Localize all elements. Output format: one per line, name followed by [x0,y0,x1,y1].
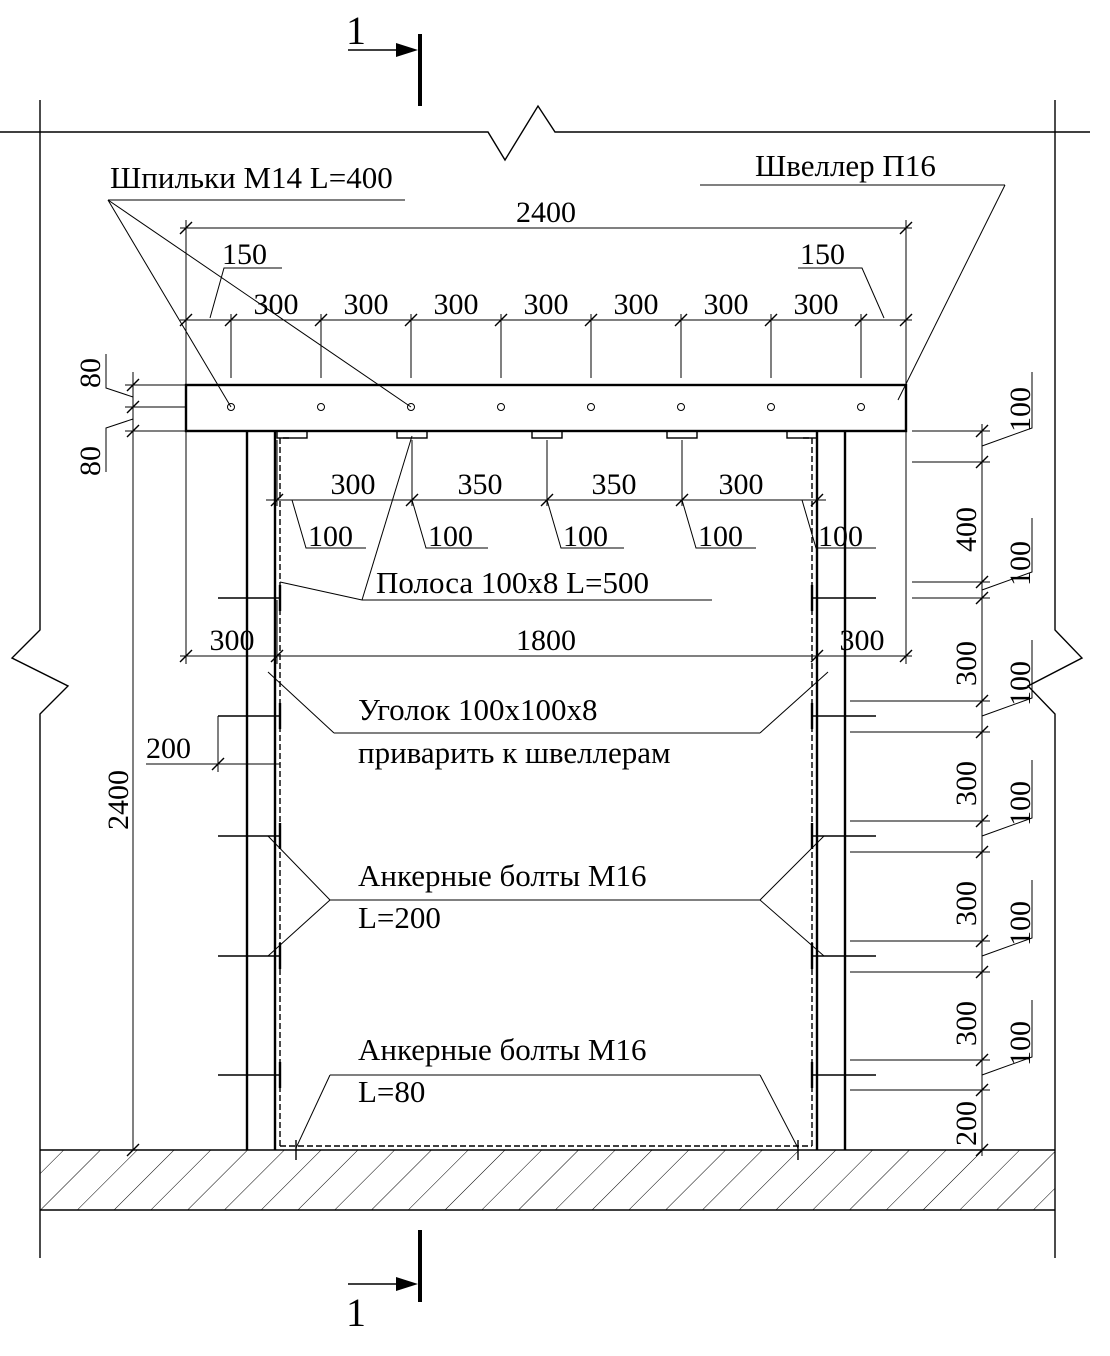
label-angle-line1: Уголок 100х100х8 [358,692,598,727]
channel-beam [186,385,906,431]
label-angle [268,672,828,770]
dim-stud-7: 300 [793,288,839,321]
dim-strip-spacing-2: 350 [457,468,503,501]
label-studs-text: Шпильки М14 L=400 [110,160,393,195]
label-anchors-200-line2: L=200 [358,900,441,935]
wall-outline [0,100,1090,1258]
label-angle-line2: приварить к швеллерам [358,735,671,770]
section-mark-top-label: 1 [346,8,366,53]
dim-right-7: 100 [1004,781,1037,826]
dim-strip-width-4: 100 [698,520,743,553]
dim-right-2: 400 [950,507,983,552]
dim-channel-height-top: 80 [74,358,107,388]
dim-middle-left: 300 [209,624,255,657]
label-channel-text: Швеллер П16 [755,148,936,183]
dim-stud-5: 300 [613,288,659,321]
dim-right-10: 300 [950,1001,983,1046]
dim-stud-4: 300 [523,288,569,321]
dim-left-offset-value: 200 [146,732,191,765]
stud-holes [228,404,865,411]
section-mark-bottom [346,1230,420,1335]
dim-strip-spacing-1: 300 [330,468,376,501]
dim-right-5: 100 [1004,661,1037,706]
dim-left-height [102,770,186,1156]
label-strip-text: Полоса 100х8 L=500 [376,565,650,600]
dim-stud-chain [180,238,912,378]
dim-strip-width-1: 100 [308,520,353,553]
dim-strip-spacing-3: 350 [591,468,637,501]
dim-end-left: 150 [222,238,267,271]
dim-right-8: 300 [950,881,983,926]
dim-stud-3: 300 [433,288,479,321]
dim-right-1: 100 [1004,387,1037,432]
label-anchors-80-line1: Анкерные болты М16 [358,1032,647,1067]
dim-middle-center: 1800 [516,624,576,657]
dim-channel-height-bottom: 80 [74,446,107,476]
dim-stud-1: 300 [253,288,299,321]
dim-strip-width-2: 100 [428,520,473,553]
section-mark-top [346,8,420,106]
label-anchors-200-line1: Анкерные болты М16 [358,858,647,893]
dim-top-total-value: 2400 [516,196,576,229]
dim-right-3: 100 [1004,541,1037,586]
dim-right-chain [850,372,1037,1156]
dim-middle-right: 300 [839,624,885,657]
label-studs [108,160,411,407]
dim-left-offset [146,716,280,772]
dim-strip-width-3: 100 [563,520,608,553]
section-mark-bottom-label: 1 [346,1290,366,1335]
dim-strip-spacing-4: 300 [718,468,764,501]
label-strip [280,436,712,600]
label-anchors-80 [296,1032,798,1148]
dim-end-right: 150 [800,238,845,271]
label-channel [700,148,1005,400]
anchor-bolts [218,585,876,1088]
label-anchors-80-line2: L=80 [358,1074,426,1109]
dim-left-height-value: 2400 [102,770,135,830]
dim-stud-6: 300 [703,288,749,321]
dim-strip-chain [266,440,876,553]
dim-strip-width-5: 100 [818,520,863,553]
dim-right-12: 200 [950,1101,983,1146]
dim-right-4: 300 [950,641,983,686]
dim-stud-2: 300 [343,288,389,321]
label-anchors-200 [268,836,824,956]
dim-right-6: 300 [950,761,983,806]
dim-middle [180,431,912,664]
floor-slab [40,1150,1055,1210]
dim-right-9: 100 [1004,901,1037,946]
dim-right-11: 100 [1004,1021,1037,1066]
